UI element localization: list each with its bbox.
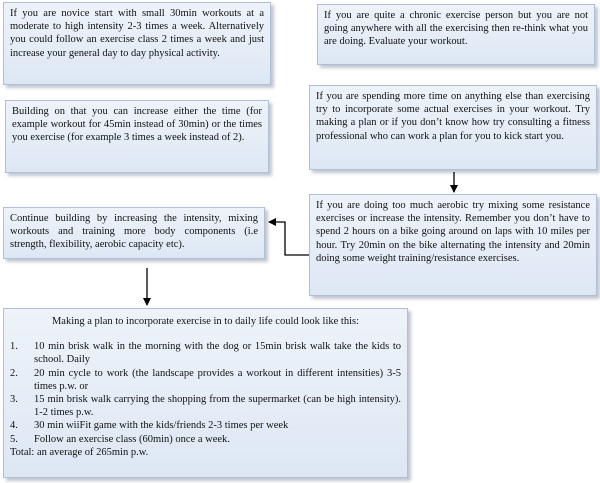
plan-item-text: 30 min wiiFit game with the kids/friends 2-3 times per week (34, 420, 289, 432)
plan-item-text: 15 min brisk walk carrying the shopping from the supermarket (can be high intensity). 1-2 times p.w. (34, 394, 401, 419)
aerobic-box: If you are doing too much aerobic try mixing some resistance exercises or increase the intensity. Remember you don’t have to spend 2 hours on a bike going around on laps with 10 miles per hour. Try 20min on the bike alternating the intensity and 20min doing some weight training/resistance exercises. (309, 194, 597, 296)
plan-item-number: 5. (10, 433, 18, 445)
novice-box: If you are novice start with small 30min workouts at a moderate to high intensity 2-3 times a week. Alternatively you could follow an exercise class 2 times a week and just increase your general day to day physical activity. (3, 2, 271, 85)
plan-box (3, 308, 408, 478)
chronic-exerciser-box: If you are quite a chronic exercise person but you are not going anywhere with all the exercising then re-think what you are doing. Evaluate your workout. (317, 4, 595, 65)
plan-intro: Making a plan to incorporate exercise in to daily life could look like this: (51, 316, 360, 327)
plan-item-number: 1. (10, 341, 18, 353)
plan-item (10, 340, 401, 366)
plan-item-text: 20 min cycle to work (the landscape provides a workout in different intensities) 3-5 times p.w. or (34, 367, 401, 392)
plan-total: Total: an average of 265min p.w. (10, 446, 149, 458)
plan-item (10, 367, 401, 393)
plan-item (10, 433, 401, 446)
plan-item (10, 393, 401, 419)
plan-item-text: 10 min brisk walk in the morning with the dog or 15min brisk walk take the kids to school. Daily (34, 341, 401, 366)
building-box: Building on that you can increase either the time (for example workout for 45min instead of 30min) or the times you exercise (for example 3 times a week instead of 2). (5, 100, 269, 173)
arrow-aerobic-to-continue (269, 222, 309, 255)
continue-building-box: Continue building by increasing the intensity, mixing workouts and training more body components (i.e strength, flexibility, aerobic capacity etc). (3, 207, 265, 259)
plan-item-number: 2. (10, 367, 18, 379)
spending-time-box: If you are spending more time on anything else than exercising try to incorporate some actual exercises in your workout. Try making a plan or if you don’t know how try consulting a fitness professional who can work a plan for you to kick start you. (309, 85, 597, 170)
plan-item-number: 3. (10, 394, 18, 406)
plan-item (10, 419, 401, 432)
plan-item-text: Follow an exercise class (60min) once a week. (34, 433, 230, 445)
plan-item-number: 4. (10, 420, 18, 432)
